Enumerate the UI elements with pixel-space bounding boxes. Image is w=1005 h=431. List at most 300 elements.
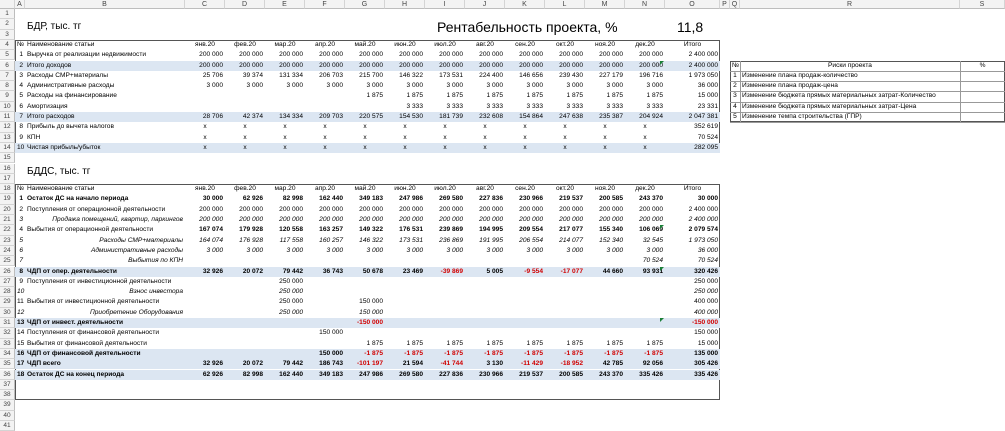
row-value[interactable] <box>505 318 545 328</box>
row-value[interactable]: 200 000 <box>479 216 503 223</box>
row-value[interactable]: 200 000 <box>519 205 543 213</box>
row-value[interactable]: -1 875 <box>404 349 423 357</box>
row-value[interactable]: 32 926 <box>202 267 223 275</box>
row-value[interactable] <box>305 318 345 328</box>
row-value[interactable]: 32 545 <box>642 236 663 244</box>
row-value[interactable]: 200 000 <box>639 216 663 223</box>
header-month[interactable]: окт.20 <box>555 40 575 48</box>
header-month[interactable]: янв.20 <box>195 185 215 193</box>
row-value[interactable]: 200 000 <box>359 51 383 59</box>
row-header[interactable]: 14 <box>0 143 15 153</box>
row-value[interactable] <box>585 277 625 287</box>
row-value[interactable]: x <box>603 133 607 141</box>
row-name[interactable]: Взнос инвестора <box>129 288 183 296</box>
row-value[interactable] <box>425 256 465 266</box>
row-name[interactable]: Поступления от финансовой деятельности <box>27 329 160 337</box>
row-value[interactable]: x <box>523 143 527 151</box>
row-value[interactable]: 200 000 <box>199 216 223 223</box>
row-value[interactable]: x <box>363 143 367 151</box>
row-num[interactable]: 9 <box>19 277 23 285</box>
row-value[interactable]: x <box>443 133 447 141</box>
row-value[interactable]: 200 000 <box>599 205 623 213</box>
row-value[interactable]: x <box>563 133 567 141</box>
row-value[interactable] <box>225 308 265 318</box>
row-value[interactable]: 214 077 <box>559 236 583 244</box>
row-name[interactable]: Административные расходы <box>90 246 183 254</box>
row-value[interactable]: 42 374 <box>242 113 263 120</box>
header-month[interactable]: сен.20 <box>515 40 535 48</box>
row-num[interactable]: 18 <box>17 370 25 378</box>
row-value[interactable]: 162 440 <box>319 195 343 203</box>
row-value[interactable]: 2 079 574 <box>688 226 718 234</box>
row-value[interactable]: 21 594 <box>402 360 423 368</box>
row-value[interactable] <box>345 256 385 266</box>
row-value[interactable]: 3 000 <box>246 246 263 254</box>
row-num[interactable]: 5 <box>19 92 23 100</box>
row-value[interactable]: 200 000 <box>319 205 343 213</box>
row-value[interactable]: x <box>323 133 327 141</box>
row-value[interactable]: -1 875 <box>604 349 623 357</box>
row-num[interactable]: 8 <box>19 267 23 275</box>
row-value[interactable]: 200 000 <box>319 51 343 59</box>
column-header[interactable]: A <box>15 0 25 9</box>
row-name[interactable]: КПН <box>27 133 41 141</box>
header-month[interactable]: мар.20 <box>274 40 296 48</box>
row-value[interactable]: 200 000 <box>639 205 663 213</box>
row-value[interactable] <box>465 287 505 297</box>
row-name[interactable]: ЧДП от финансовой деятельности <box>27 349 141 357</box>
row-value[interactable]: 200 000 <box>439 205 463 213</box>
header-month[interactable]: ноя.20 <box>594 40 616 48</box>
column-header[interactable]: G <box>345 0 385 9</box>
row-name[interactable]: Расходы на финансирование <box>27 92 117 100</box>
header-month[interactable]: ноя.20 <box>594 185 616 193</box>
risk-name[interactable]: Изменение плана продаж-количество <box>742 71 858 79</box>
row-value[interactable]: 250 000 <box>279 298 303 306</box>
row-name[interactable]: Выбытия по КПН <box>128 257 183 265</box>
row-num[interactable]: 6 <box>19 102 23 110</box>
row-value[interactable] <box>385 297 425 307</box>
row-value[interactable]: 135 000 <box>694 349 718 357</box>
row-value[interactable]: 200 000 <box>279 61 303 69</box>
row-value[interactable] <box>465 328 505 338</box>
row-header[interactable]: 13 <box>0 133 15 143</box>
row-value[interactable]: 204 924 <box>639 113 663 120</box>
row-name[interactable]: Остаток ДС на конец периода <box>27 370 125 378</box>
row-value[interactable]: x <box>643 143 647 151</box>
row-value[interactable]: 1 875 <box>566 92 583 100</box>
row-value[interactable]: x <box>523 123 527 131</box>
row-value[interactable] <box>425 328 465 338</box>
row-header[interactable]: 22 <box>0 225 15 235</box>
row-value[interactable]: 1 973 050 <box>688 71 718 79</box>
risk-num[interactable]: 2 <box>733 82 737 90</box>
row-header[interactable]: 36 <box>0 370 15 380</box>
row-value[interactable] <box>225 328 265 338</box>
row-name[interactable]: Амортизация <box>27 102 68 110</box>
row-value[interactable]: 106 069 <box>639 226 663 234</box>
row-name[interactable]: Итого расходов <box>27 113 75 120</box>
row-value[interactable]: 3 000 <box>486 82 503 90</box>
row-value[interactable]: 200 000 <box>439 216 463 223</box>
row-value[interactable]: 196 716 <box>639 71 663 79</box>
row-value[interactable]: 227 179 <box>599 71 623 79</box>
row-value[interactable]: 1 875 <box>366 92 383 100</box>
row-value[interactable]: x <box>323 143 327 151</box>
row-value[interactable]: 200 000 <box>239 205 263 213</box>
risk-name[interactable]: Изменение бюджета прямых материальных затрат-Количество <box>742 92 936 100</box>
row-num[interactable]: 10 <box>17 288 25 296</box>
row-value[interactable]: 200 000 <box>559 205 583 213</box>
row-value[interactable] <box>425 277 465 287</box>
row-value[interactable] <box>625 287 665 297</box>
row-num[interactable]: 1 <box>19 195 23 203</box>
row-value[interactable]: 20 072 <box>242 360 263 368</box>
column-header[interactable]: P <box>720 0 730 9</box>
risk-num[interactable]: 3 <box>733 92 737 100</box>
row-value[interactable]: 3 000 <box>206 246 223 254</box>
row-value[interactable]: 176 928 <box>239 236 263 244</box>
row-value[interactable] <box>225 91 265 101</box>
row-header[interactable]: 17 <box>0 174 15 184</box>
row-value[interactable] <box>265 91 305 101</box>
row-value[interactable]: 3 333 <box>646 102 663 110</box>
row-value[interactable]: x <box>603 143 607 151</box>
row-header[interactable]: 6 <box>0 61 15 71</box>
row-value[interactable]: 160 257 <box>319 236 343 244</box>
row-value[interactable]: 1 875 <box>486 92 503 100</box>
row-value[interactable]: -9 554 <box>524 267 543 275</box>
row-value[interactable]: 200 000 <box>439 51 463 59</box>
row-value[interactable]: 3 000 <box>606 82 623 90</box>
row-value[interactable]: 235 387 <box>599 113 623 120</box>
row-value[interactable]: 2 400 000 <box>688 61 718 69</box>
header-month[interactable]: Итого <box>683 40 702 48</box>
row-value[interactable]: 1 875 <box>526 92 543 100</box>
row-num[interactable]: 7 <box>19 113 23 120</box>
column-header[interactable]: S <box>960 0 1005 9</box>
row-value[interactable]: 200 000 <box>559 61 583 69</box>
row-value[interactable]: 200 000 <box>199 205 223 213</box>
row-value[interactable]: -17 077 <box>560 267 583 275</box>
row-num[interactable]: 9 <box>19 133 23 141</box>
risks-header-pct[interactable]: % <box>979 61 986 69</box>
row-value[interactable]: 120 558 <box>279 226 303 234</box>
row-value[interactable]: 200 000 <box>359 61 383 69</box>
row-value[interactable]: 400 000 <box>694 308 718 316</box>
row-value[interactable]: x <box>443 143 447 151</box>
row-value[interactable]: 3 000 <box>446 82 463 90</box>
row-value[interactable] <box>305 277 345 287</box>
row-value[interactable]: x <box>563 143 567 151</box>
row-value[interactable]: 3 333 <box>406 102 423 110</box>
row-value[interactable] <box>225 318 265 328</box>
row-value[interactable]: 150 000 <box>319 349 343 357</box>
row-value[interactable]: 200 000 <box>199 51 223 59</box>
row-value[interactable]: x <box>203 143 207 151</box>
profitability-value[interactable]: 11,8 <box>677 19 704 36</box>
column-header[interactable]: K <box>505 0 545 9</box>
row-value[interactable]: 3 000 <box>606 246 623 254</box>
header-month[interactable]: апр.20 <box>314 185 336 193</box>
row-header[interactable]: 32 <box>0 328 15 338</box>
row-value[interactable]: 3 000 <box>206 82 223 90</box>
row-num[interactable]: 2 <box>19 205 23 213</box>
row-value[interactable] <box>465 318 505 328</box>
row-value[interactable] <box>625 328 665 338</box>
row-num[interactable]: 2 <box>19 61 23 69</box>
row-name[interactable]: Прибыль до вычета налогов <box>27 123 114 131</box>
row-value[interactable]: x <box>323 123 327 131</box>
row-value[interactable]: 247 986 <box>359 370 383 378</box>
row-value[interactable] <box>505 287 545 297</box>
row-value[interactable]: 2 400 000 <box>688 51 718 59</box>
row-value[interactable] <box>625 297 665 307</box>
row-value[interactable]: 200 000 <box>599 216 623 223</box>
header-num[interactable]: № <box>17 40 25 48</box>
row-value[interactable] <box>265 318 305 328</box>
row-name[interactable]: Выбытия от финансовой деятельности <box>27 339 147 347</box>
row-header[interactable]: 27 <box>0 277 15 287</box>
row-value[interactable]: 335 426 <box>694 370 718 378</box>
row-value[interactable]: 1 875 <box>406 92 423 100</box>
row-num[interactable]: 7 <box>19 257 23 265</box>
column-header[interactable]: F <box>305 0 345 9</box>
row-value[interactable]: 62 926 <box>242 195 263 203</box>
row-header[interactable]: 3 <box>0 30 15 40</box>
row-name[interactable]: Остаток ДС на начало периода <box>27 195 129 203</box>
row-header[interactable]: 35 <box>0 359 15 369</box>
row-value[interactable]: 320 426 <box>694 267 718 275</box>
row-value[interactable]: 3 000 <box>526 246 543 254</box>
row-value[interactable]: 200 000 <box>599 51 623 59</box>
row-num[interactable]: 3 <box>19 216 23 223</box>
row-header[interactable]: 15 <box>0 153 15 163</box>
column-header[interactable]: N <box>625 0 665 9</box>
column-header[interactable]: M <box>585 0 625 9</box>
row-value[interactable] <box>545 287 585 297</box>
header-name[interactable]: Наименование статьи <box>27 40 95 48</box>
row-value[interactable]: -1 875 <box>524 349 543 357</box>
row-value[interactable] <box>225 102 265 112</box>
row-header[interactable]: 38 <box>0 390 15 400</box>
row-value[interactable] <box>585 328 625 338</box>
row-value[interactable]: 352 619 <box>694 123 718 131</box>
row-value[interactable]: 3 000 <box>286 246 303 254</box>
row-value[interactable]: 200 000 <box>319 216 343 223</box>
row-header[interactable]: 33 <box>0 339 15 349</box>
row-value[interactable]: 250 000 <box>279 288 303 296</box>
row-name[interactable]: Приобретение Оборудования <box>89 308 183 316</box>
row-value[interactable]: 146 322 <box>359 236 383 244</box>
row-value[interactable]: 79 442 <box>282 267 303 275</box>
row-name[interactable]: Выручка от реализации недвижимости <box>27 51 147 59</box>
row-value[interactable]: 247 638 <box>559 113 583 120</box>
row-value[interactable]: x <box>443 123 447 131</box>
row-value[interactable] <box>465 277 505 287</box>
row-value[interactable]: 30 000 <box>697 195 718 203</box>
row-value[interactable] <box>465 297 505 307</box>
row-value[interactable] <box>265 256 305 266</box>
row-value[interactable]: 206 703 <box>319 71 343 79</box>
row-value[interactable]: 200 000 <box>359 216 383 223</box>
row-value[interactable] <box>225 349 265 359</box>
row-value[interactable] <box>505 308 545 318</box>
row-value[interactable] <box>585 287 625 297</box>
header-month[interactable]: авг.20 <box>476 185 494 193</box>
row-value[interactable] <box>225 297 265 307</box>
row-value[interactable]: -41 744 <box>440 360 463 368</box>
row-value[interactable]: 176 531 <box>399 226 423 234</box>
row-value[interactable]: x <box>283 143 287 151</box>
row-value[interactable]: 150 000 <box>694 329 718 337</box>
row-value[interactable] <box>385 287 425 297</box>
row-value[interactable]: 150 000 <box>359 308 383 316</box>
row-value[interactable]: 200 000 <box>559 216 583 223</box>
row-num[interactable]: 8 <box>19 123 23 131</box>
row-value[interactable] <box>345 328 385 338</box>
row-value[interactable] <box>385 256 425 266</box>
row-value[interactable]: 200 000 <box>239 61 263 69</box>
row-header[interactable]: 10 <box>0 102 15 112</box>
row-value[interactable]: -1 875 <box>644 349 663 357</box>
row-value[interactable] <box>185 102 225 112</box>
row-value[interactable] <box>185 339 225 349</box>
row-name[interactable]: ЧДП от инвест. деятельности <box>27 319 124 326</box>
row-name[interactable]: Выбытия от инвестиционной деятельности <box>27 298 160 306</box>
row-value[interactable]: x <box>483 123 487 131</box>
row-value[interactable] <box>585 297 625 307</box>
row-value[interactable]: 32 926 <box>202 360 223 368</box>
row-value[interactable]: 200 000 <box>279 216 303 223</box>
row-value[interactable] <box>425 287 465 297</box>
row-value[interactable]: x <box>243 133 247 141</box>
row-value[interactable] <box>585 256 625 266</box>
row-value[interactable]: 200 000 <box>319 61 343 69</box>
row-value[interactable]: 200 000 <box>599 61 623 69</box>
row-value[interactable]: 3 333 <box>566 102 583 110</box>
row-value[interactable] <box>305 339 345 349</box>
row-value[interactable]: 3 333 <box>606 102 623 110</box>
row-num[interactable]: 5 <box>19 236 23 244</box>
row-value[interactable]: 93 931 <box>642 267 663 275</box>
row-value[interactable]: 146 656 <box>519 71 543 79</box>
header-name[interactable]: Наименование статьи <box>27 185 95 193</box>
row-value[interactable] <box>505 277 545 287</box>
row-value[interactable]: x <box>563 123 567 131</box>
row-value[interactable]: 209 554 <box>519 226 543 234</box>
risks-header-title[interactable]: Риски проекта <box>828 61 872 69</box>
row-value[interactable]: 219 537 <box>559 195 583 203</box>
row-value[interactable] <box>185 91 225 101</box>
row-value[interactable]: 3 333 <box>526 102 543 110</box>
row-value[interactable]: 82 998 <box>282 195 303 203</box>
row-value[interactable]: x <box>403 133 407 141</box>
row-value[interactable]: 239 869 <box>439 226 463 234</box>
row-num[interactable]: 4 <box>19 226 23 234</box>
row-value[interactable]: x <box>243 123 247 131</box>
row-value[interactable]: 15 000 <box>697 339 718 347</box>
row-value[interactable] <box>305 287 345 297</box>
row-value[interactable]: 155 340 <box>599 226 623 234</box>
row-value[interactable]: 236 869 <box>439 236 463 244</box>
row-value[interactable]: x <box>363 133 367 141</box>
row-name[interactable]: Поступления от операционной деятельности <box>27 205 166 213</box>
row-value[interactable]: 3 000 <box>566 82 583 90</box>
header-month[interactable]: окт.20 <box>555 185 575 193</box>
row-value[interactable]: x <box>243 143 247 151</box>
row-value[interactable] <box>385 308 425 318</box>
row-value[interactable]: 23 469 <box>402 267 423 275</box>
row-value[interactable] <box>225 339 265 349</box>
row-name[interactable]: Поступления от инвестиционной деятельности <box>27 277 172 285</box>
row-value[interactable]: 250 000 <box>694 277 718 285</box>
row-value[interactable]: -150 000 <box>691 319 718 326</box>
header-month[interactable]: сен.20 <box>515 185 535 193</box>
row-value[interactable] <box>385 318 425 328</box>
row-value[interactable]: 42 785 <box>602 360 623 368</box>
row-value[interactable]: 1 875 <box>366 339 383 347</box>
row-value[interactable]: x <box>523 133 527 141</box>
row-value[interactable]: 23 331 <box>697 102 718 110</box>
row-value[interactable]: 200 000 <box>399 61 423 69</box>
row-num[interactable]: 14 <box>17 329 25 337</box>
row-header[interactable]: 11 <box>0 112 15 122</box>
row-value[interactable]: 239 430 <box>559 71 583 79</box>
row-header[interactable]: 2 <box>0 19 15 29</box>
header-month[interactable]: Итого <box>683 185 702 193</box>
row-value[interactable]: 220 575 <box>359 113 383 120</box>
row-value[interactable]: -1 875 <box>564 349 583 357</box>
row-header[interactable]: 28 <box>0 287 15 297</box>
row-header[interactable]: 8 <box>0 81 15 91</box>
row-value[interactable]: 191 995 <box>479 236 503 244</box>
row-value[interactable] <box>425 318 465 328</box>
row-value[interactable]: 3 000 <box>486 246 503 254</box>
row-name[interactable]: Расходы СМР+материалы <box>99 236 183 244</box>
row-value[interactable]: 200 000 <box>479 61 503 69</box>
row-header[interactable]: 37 <box>0 380 15 390</box>
row-value[interactable]: 3 000 <box>566 246 583 254</box>
row-value[interactable]: 200 000 <box>359 205 383 213</box>
row-value[interactable] <box>465 256 505 266</box>
row-value[interactable]: 3 000 <box>286 82 303 90</box>
column-header[interactable]: D <box>225 0 265 9</box>
header-month[interactable]: фев.20 <box>234 40 256 48</box>
row-value[interactable]: 1 875 <box>446 92 463 100</box>
row-value[interactable]: 3 000 <box>366 82 383 90</box>
row-header[interactable]: 9 <box>0 91 15 101</box>
row-value[interactable] <box>505 297 545 307</box>
row-value[interactable]: 149 322 <box>359 226 383 234</box>
row-value[interactable]: 164 074 <box>199 236 223 244</box>
row-value[interactable]: 2 047 381 <box>688 113 718 120</box>
row-header[interactable]: 23 <box>0 236 15 246</box>
row-value[interactable]: 3 000 <box>246 82 263 90</box>
row-value[interactable]: 3 333 <box>446 102 463 110</box>
row-value[interactable] <box>305 256 345 266</box>
row-value[interactable]: 70 524 <box>697 133 718 141</box>
row-header[interactable]: 16 <box>0 164 15 174</box>
row-value[interactable]: 200 000 <box>199 61 223 69</box>
header-month[interactable]: мар.20 <box>274 185 296 193</box>
row-value[interactable]: 36 000 <box>697 246 718 254</box>
row-value[interactable]: 206 554 <box>519 236 543 244</box>
row-name[interactable]: Административные расходы <box>27 82 115 90</box>
row-header[interactable]: 4 <box>0 40 15 50</box>
row-value[interactable]: -1 875 <box>364 349 383 357</box>
row-value[interactable]: 230 966 <box>479 370 503 378</box>
